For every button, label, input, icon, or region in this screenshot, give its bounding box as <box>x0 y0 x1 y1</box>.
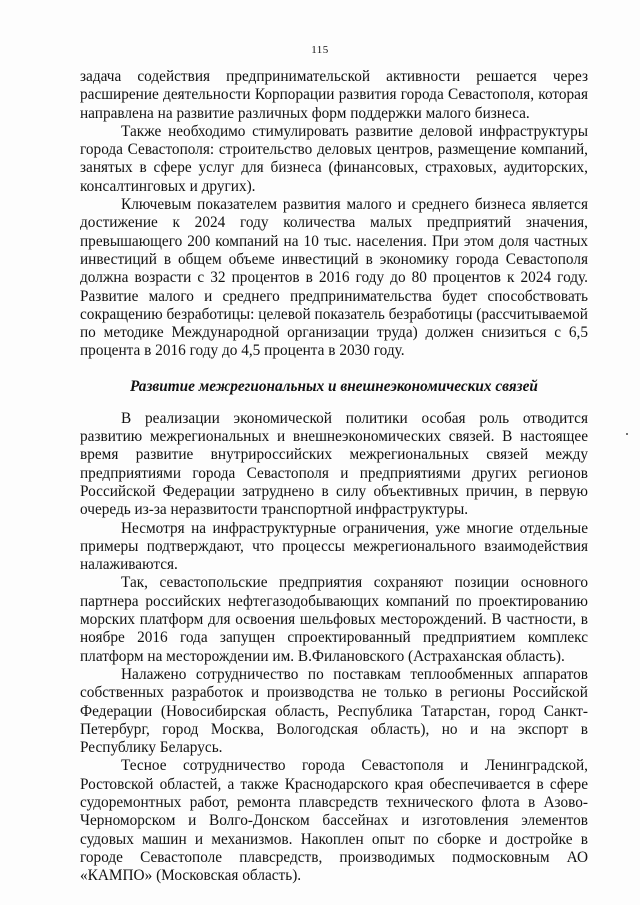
page-number: 115 <box>311 44 329 56</box>
paragraph-business-infrastructure: Также необходимо стимулировать развитие деловой инфраструктуры города Севастополя: строительство деловых центров, размещение компаний, занятых в сфере услуг для бизнеса (финансовых, страховых, аудиторских, консалтинговых и других). <box>80 122 588 195</box>
paragraph-ship-repair: Тесное сотрудничество города Севастополя и Ленинградской, Ростовской областей, а также Краснодарского края обеспечивается в сфере судоремонтных работ, ремонта плавсредств технического флота в Азово-Черноморском и Волго-Донском бассейнах и изготовления элементов судовых машин и механизмов. Накоплен опыт по сборке и достройке в городе Севастополе плавсредств, производимых подмосковным АО «КАМПО» (Московская область). <box>80 757 588 885</box>
paragraph-interregional-intro: В реализации экономической политики особая роль отводится развитию межрегиональных и внешнеэкономических связей. В настоящее время развитие внутрироссийских межрегиональных связей между предприятиями города Севастополя и предприятиями других регионов Российской Федерации затруднено в силу объективных причин, в первую очередь из-за неразвитости транспортной инфраструктуры. <box>80 409 588 519</box>
paragraph-offshore-platforms: Так, севастопольские предприятия сохраняют позиции основного партнера российских нефтегазодобывающих компаний по проектированию морских платформ для освоения шельфовых месторождений. В частности, в ноябре 2016 года запущен спроектированный предприятием комплекс платформ на месторождении им. В.Филановского (Астраханская область). <box>80 574 588 665</box>
paragraph-infrastructure-limits: Несмотря на инфраструктурные ограничения, уже многие отдельные примеры подтверждают, что процессы межрегионального взаимодействия налаживаются. <box>80 519 588 574</box>
paragraph-key-indicators: Ключевым показателем развития малого и среднего бизнеса является достижение к 2024 году количества малых предприятий значения, превышающего 200 компаний на 10 тыс. населения. При этом доля частных инвестиций в общем объеме инвестиций в экономику города Севастополя должна возрасти с 32 процентов в 2016 году до 80 процентов к 2024 году. Развитие малого и среднего предпринимательства будет способствовать сокращению безработицы: целевой показатель безработицы (рассчитываемой по методике Международной организации труда) должен снизиться с 6,5 процента в 2016 году до 4,5 процента в 2030 году. <box>80 196 588 360</box>
paragraph-heat-exchangers: Налажено сотрудничество по поставкам теплообменных аппаратов собственных разработок и производства не только в регионы Российской Федерации (Новосибирская область, Республика Татарстан, город Санкт-Петербург, город Москва, Вологодская область), но и на экспорт в Республику Беларусь. <box>80 665 588 757</box>
section-heading: Развитие межрегиональных и внешнеэкономических связей <box>130 377 538 395</box>
scan-speck <box>626 433 628 435</box>
page-body <box>80 68 588 885</box>
paragraph-continuation: задача содействия предпринимательской активности решается через расширение деятельности Корпорации развития города Севастополя, которая направлена на развитие различных форм поддержки малого бизнеса. <box>80 68 588 122</box>
